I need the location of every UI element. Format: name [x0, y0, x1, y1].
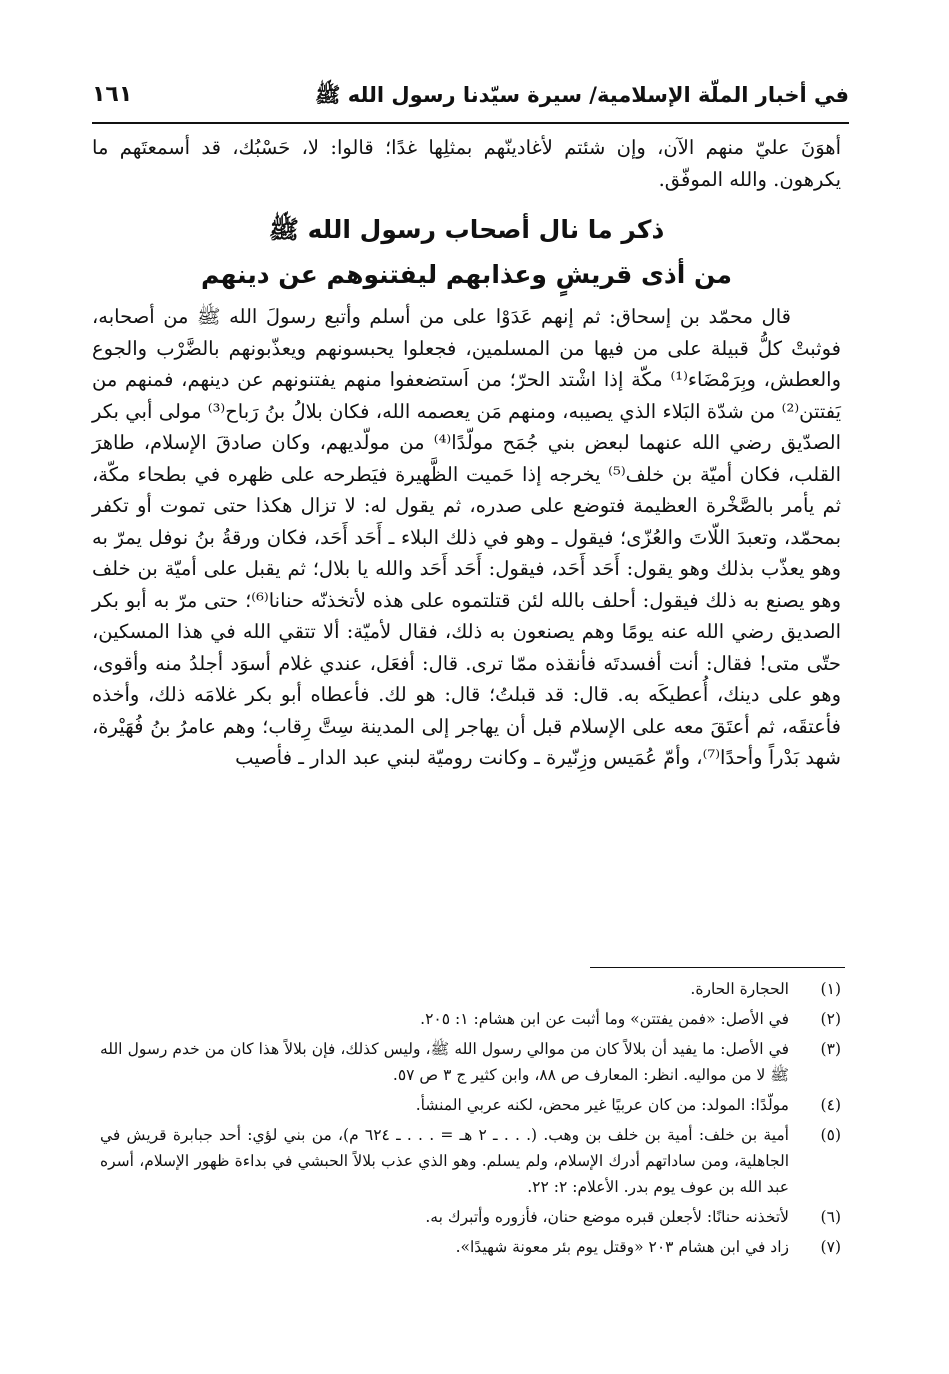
footnote-number: (٢) — [820, 1010, 841, 1028]
footnote — [100, 1036, 841, 1088]
footnote-text: الحجارة الحارة. — [690, 980, 789, 998]
intro-paragraph: أهوَنَ عليّ منهم الآن، وإن شئتم لأغادينّهم بمثلِها غدًا؛ قالوا: لا، حَسْبُك، قد أسمعتَهم ما يكرهون. والله الموفّق. — [92, 136, 841, 191]
footnote-text: زاد في ابن هشام ٢٠٣ «وقتل يوم بئر معونة شهيدًا». — [455, 1238, 789, 1256]
footnote-number: (١) — [820, 980, 841, 998]
section-heading — [92, 207, 841, 297]
footnotes — [100, 976, 841, 1264]
footnote-text: لأتخذنه حنانًا: لأجعلن قبره موضع حنان، فأزوره وأتبرك به. — [425, 1208, 789, 1226]
footnote — [100, 1092, 841, 1118]
footnote-separator — [590, 967, 845, 968]
footnote-number: (٧) — [820, 1238, 841, 1256]
heading-line-2: من أذى قريشٍ وعذابهم ليفتنوهم عن دينهم — [201, 260, 732, 289]
footnote — [100, 976, 841, 1002]
page-number: ١٦١ — [92, 82, 133, 107]
footnote — [100, 1006, 841, 1032]
footnote-text: مولّدًا: المولد: من كان عربيًا غير محض، لكنه عربي المنشأ. — [415, 1096, 789, 1114]
footnote-number: (٤) — [820, 1096, 841, 1114]
footnote-text: في الأصل: ما يفيد أن بلالاً كان من موالي رسول الله ﷺ، وليس كذلك، فإن بلالاً هذا كان من خدم رسول الله ﷺ لا من مواليه. انظر: المعارف ص ٨٨، وابن كثير ج ٣ ص ٥٧. — [100, 1040, 789, 1084]
footnote — [100, 1234, 841, 1260]
page-header — [92, 78, 849, 124]
footnote-number: (٥) — [820, 1126, 841, 1144]
main-paragraph: قال محمّد بن إسحاق: ثم إنهم عَدَوْا على من أسلم وأتبع رسولَ الله ﷺ من أصحابه، فوثبتْ كلُّ قبيلة على من فيها من المسلمين، فجعلوا يحبسونهم ويعذّبونهم بالضَّرْب والجوع والعطش، وبِرَمْضَاء⁽¹⁾ مكّة إذا اشْتد الحرّ؛ من اَستضعفوا منهم يفتنونهم عن دينهم، فمنهم من يَفتتن⁽²⁾ من شدّة البَلاء الذي يصيبه، ومنهم مَن يعصمه الله، فكان بلالُ بنُ رَباح⁽³⁾ مولى أبي بكر الصدّيق رضي الله عنهما لبعض بني جُمَح مولّدًا⁽⁴⁾ من مولّديهم، وكان صادقَ الإسلام، طاهرَ القلب، فكان أميّة بن خلف⁽⁵⁾ يخرجه إذا حَميت الظَّهيرة فيَطرحه على ظهره في بطحاء مكّة، ثم يأمر بالصَّخْرة العظيمة فتوضع على صدره، ثم يقول له: لا تزال هكذا حتى تموت أو تكفر بمحمّد، وتعبدَ اللّاتَ والعُزّى؛ فيقول ـ وهو في ذلك البلاء ـ أَحَد أَحَد، فكان ورقةُ بنُ نوفل يمرّ به وهو يعذّب بذلك وهو يقول: أَحَد أَحَد، فيقول: أَحَد أَحَد والله يا بلال؛ ثم يقبل على أميّة بن خلف وهو يصنع به ذلك فيقول: أحلف بالله لئن قتلتموه على هذه لأتخذنّه حنانا⁽⁶⁾؛ حتى مرّ به أبو بكر الصديق رضي الله عنه يومًا وهم يصنعون به ذلك، فقال لأميّة: ألا تتقي الله في هذا المسكين، حتّى متى! فقال: أنت أفسدتَه فأنقذه ممّا ترى. قال: أفعَل، عندي غلام أسوَد أجلدُ منه وأقوى، وهو على دينك، أُعطيكَه به. قال: قد قبلتُ؛ قال: هو لك. فأعطاه أبو بكر غلامَه ذلك، وأخذه فأعتقَه، ثم أعتَقَ معه على الإسلام قبل أن يهاجر إلى المدينة سِتَّ رِقاب؛ وهم عامرُ بنُ فُهَيْرة، شهد بَدْراً وأحدًا⁽⁷⁾، وأمّ عُمَيس وزِنّيرة ـ وكانت روميّة لبني عبد الدار ـ فأصيب — [92, 305, 842, 769]
footnote-number: (٦) — [820, 1208, 841, 1226]
footnote — [100, 1122, 841, 1200]
running-title: في أخبار الملّة الإسلامية/ سيرة سيّدنا رسول الله ﷺ — [315, 83, 849, 107]
heading-line-1: ذكر ما نال أصحاب رسول الله ﷺ — [268, 215, 665, 244]
footnote-text: في الأصل: «فمن يفتتن» وما أثبت عن ابن هشام: ١: ٢٠٥. — [420, 1010, 789, 1028]
body-text — [92, 132, 841, 774]
footnote-text: أمية بن خلف: أمية بن خلف بن وهب. (. . . ـ ٢ هـ = . . . ـ ٦٢٤ م)، من بني لؤي: أحد جبابرة قريش في الجاهلية، ومن ساداتهم أدرك الإسلام، ولم يسلم. وهو الذي عذب بلالاً الحبشي في بداءة ظهور الإسلام، أسره عبد الله بن عوف يوم بدر. الأعلام: ٢: ٢٢. — [100, 1126, 789, 1196]
footnote-number: (٣) — [820, 1040, 841, 1058]
footnote — [100, 1204, 841, 1230]
